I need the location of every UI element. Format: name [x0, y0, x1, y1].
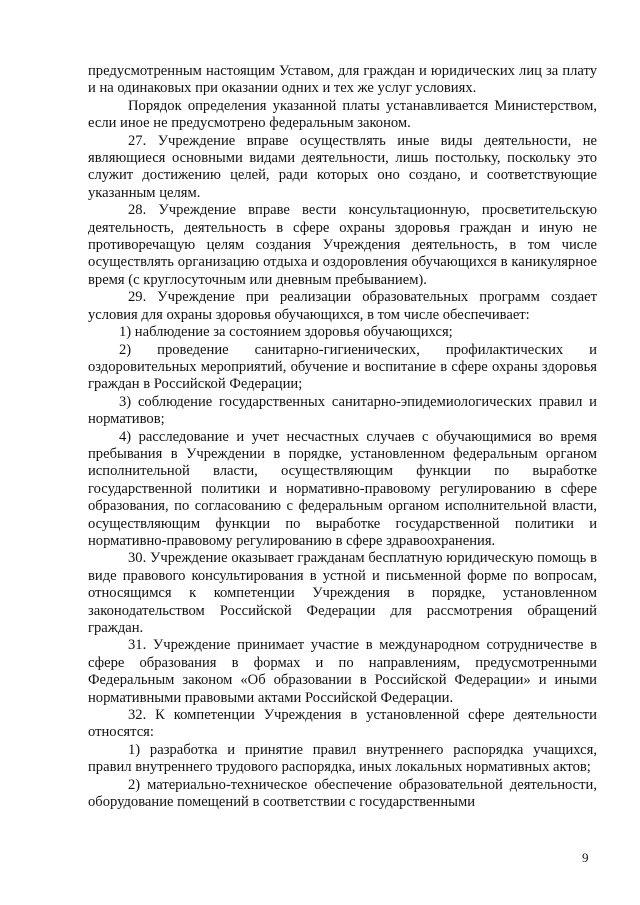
paragraph-continuation: предусмотренным настоящим Уставом, для граждан и юридических лиц за плату и на одинаковых при оказании одних и тех же услуг условиях.	[88, 63, 597, 97]
page-number: 9	[582, 850, 589, 865]
list-item-32-2: 2) материально-техническое обеспечение образовательной деятельности, оборудование помещений в соответствии с государственными	[88, 776, 597, 811]
paragraph-30: 30. Учреждение оказывает гражданам бесплатную юридическую помощь в виде правового консультирования в устной и письменной форме по вопросам, относящимся к компетенции Учреждения в порядке, установленном законодательством Российской Федерации для рассмотрения обращений граждан.	[88, 550, 597, 636]
paragraph-32: 32. К компетенции Учреждения в установленной сфере деятельности относятся:	[88, 707, 597, 741]
paragraph-29: 29. Учреждение при реализации образовательных программ создает условия для охраны здоровья обучающихся, в том числе обеспечивает:	[88, 289, 597, 323]
document-body	[88, 63, 597, 811]
list-item-29-1: 1) наблюдение за состоянием здоровья обучающихся;	[119, 324, 453, 341]
list-item-29-3: 3) соблюдение государственных санитарно-эпидемиологических правил и нормативов;	[88, 393, 597, 428]
list-item-32-1: 1) разработка и принятие правил внутреннего распорядка учащихся, правил внутреннего трудового распорядка, иных локальных нормативных актов;	[88, 741, 597, 776]
list-item-29-4: 4) расследование и учет несчастных случаев с обучающимися во время пребывания в Учреждении в порядке, установленном федеральным органом исполнительной власти, осуществляющим функции по выработке государственной политики и нормативно-правовому регулированию в сфере образования, по согласованию с федеральным органом исполнительной власти, осуществляющим функции по выработке государственной политики и нормативно-правовому регулированию в сфере здравоохранения.	[88, 428, 597, 549]
paragraph-fee-procedure: Порядок определения указанной платы устанавливается Министерством, если иное не предусмотрено федеральным законом.	[88, 97, 597, 132]
paragraph-27: 27. Учреждение вправе осуществлять иные виды деятельности, не являющиеся основными видами деятельности, лишь постольку, поскольку это служит достижению целей, ради которых оно создано, и соответствующие указанным целям.	[88, 132, 597, 201]
list-item-29-2: 2) проведение санитарно-гигиенических, профилактических и оздоровительных мероприятий, обучение и воспитание в сфере охраны здоровья граждан в Российской Федерации;	[88, 341, 597, 393]
paragraph-28: 28. Учреждение вправе вести консультационную, просветительскую деятельность, деятельность в сфере охраны здоровья граждан и иную не противоречащую целям создания Учреждения деятельность, в том числе осуществлять организацию отдыха и оздоровления обучающихся в каникулярное время (с круглосуточным или дневным пребыванием).	[88, 202, 597, 288]
paragraph-31: 31. Учреждение принимает участие в международном сотрудничестве в сфере образования в формах и по направлениям, предусмотренными Федеральным законом «Об образовании в Российской Федерации» и иными нормативными правовыми актами Российской Федерации.	[88, 637, 597, 706]
